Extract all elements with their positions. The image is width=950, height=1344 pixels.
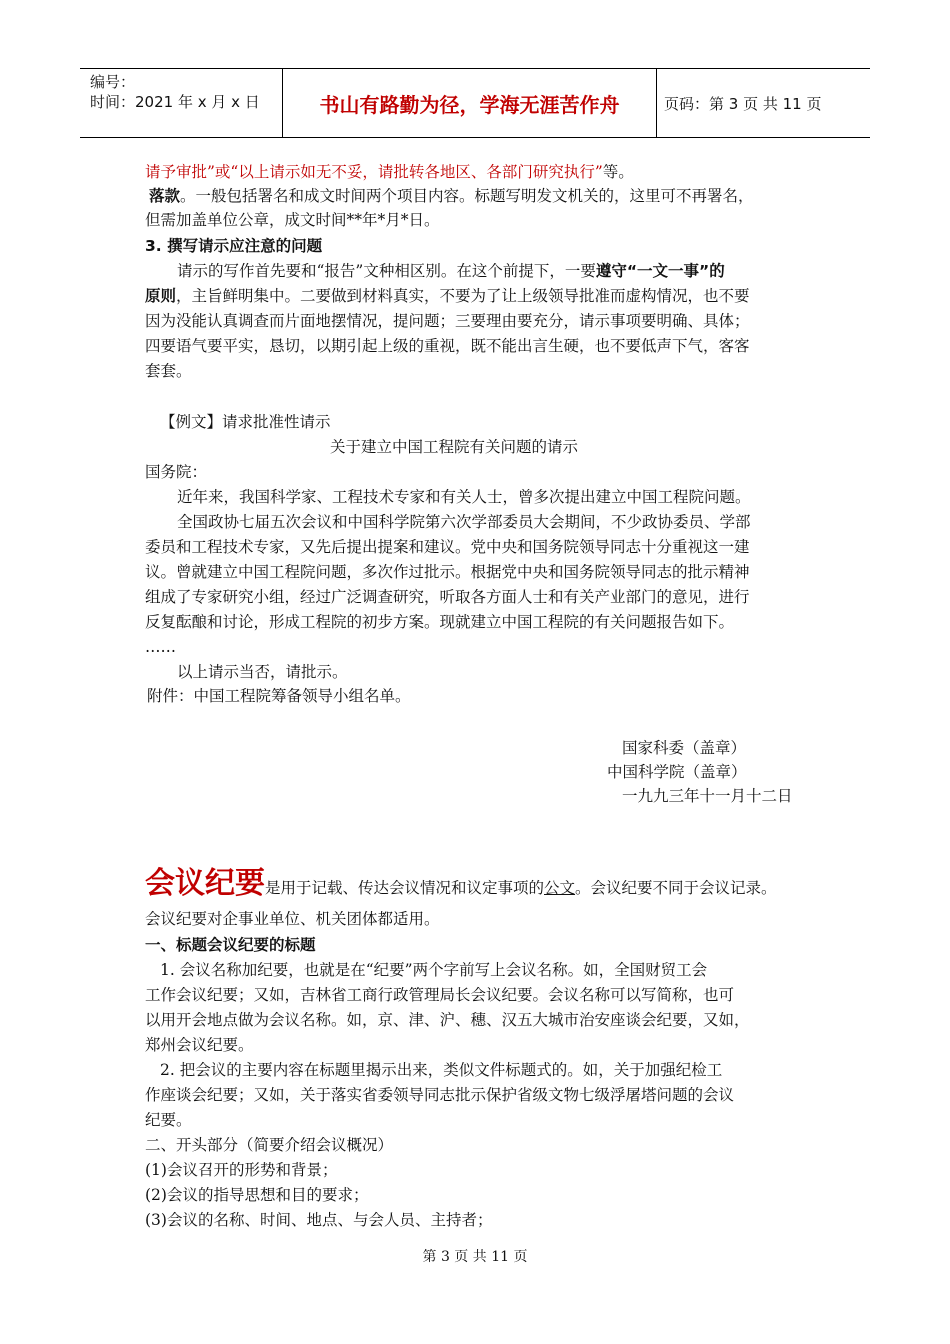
para-line: 落款。一般包括署名和成文时间两个项目内容。标题写明发文机关的，这里可不再署名， (149, 187, 754, 205)
para-line: 会议纪要对企事业单位、机关团体都适用。 (145, 910, 440, 928)
header-motto: 书山有路勤为径，学海无涯苦作舟 (283, 69, 657, 137)
example-title: 【例文】请求批准性请示 (160, 413, 331, 431)
section-heading: 二、开头部分（简要介绍会议概况） (145, 1136, 394, 1154)
para-line: 会议纪要是用于记载、传达会议情况和议定事项的公文。会议纪要不同于会议记录。 (145, 866, 777, 901)
term-heading: 会议纪要 (145, 866, 265, 901)
para-line: 套套。 (145, 362, 192, 380)
para-line: 纪要。 (145, 1111, 192, 1129)
para-line: 但需加盖单位公章，成文时间**年*月*日。 (145, 211, 440, 229)
list-item: (2)会议的指导思想和目的要求； (145, 1186, 369, 1204)
attachment-line: 附件：中国工程院筹备领导小组名单。 (147, 687, 411, 705)
signature-line: 中国科学院（盖章） (607, 763, 747, 781)
header-time: 时间：2021 年 x 月 x 日 (90, 93, 260, 111)
para-line: 反复酝酿和讨论，形成工程院的初步方案。现就建立中国工程院的有关问题报告如下。 (145, 613, 735, 631)
header-page-info: 页码：第 3 页 共 11 页 (664, 94, 822, 113)
para-line: 以用开会地点做为会议名称。如，京、津、沪、穗、汉五大城市治安座谈会纪要，又如， (145, 1011, 750, 1029)
para-line: 作座谈会纪要；又如，关于落实省委领导同志批示保护省级文物七级浮屠塔问题的会议 (145, 1086, 735, 1104)
para-line: 委员和工程技术专家，又先后提出提案和建议。党中央和国务院领导同志十分重视这一建 (145, 538, 750, 556)
para-line: 组成了专家研究小组，经过广泛调查研究，听取各方面人士和有关产业部门的意见，进行 (145, 588, 750, 606)
header-number: 编号： (90, 73, 136, 91)
para-line: 近年来，我国科学家、工程技术专家和有关人士，曾多次提出建立中国工程院问题。 (177, 488, 751, 506)
ellipsis: …… (145, 638, 176, 656)
section-heading: 3. 撰写请示应注意的问题 (145, 237, 323, 255)
header-meta (80, 69, 283, 137)
list-item: (1)会议召开的形势和背景； (145, 1161, 338, 1179)
para-line: 四要语气要平实，恳切，以期引起上级的重视，既不能出言生硬，也不要低声下气，客客 (145, 337, 750, 355)
para-line: 因为没能认真调查而片面地摆情况，提问题；三要理由要充分，请示事项要明确、具体； (145, 312, 750, 330)
para-line: 全国政协七届五次会议和中国科学院第六次学部委员大会期间，不少政协委员、学部 (177, 513, 751, 531)
para-line: 原则，主旨鲜明集中。二要做到材料真实，不要为了让上级领导批准而虚构情况，也不要 (145, 287, 750, 305)
signature-date: 一九九三年十一月十二日 (622, 787, 793, 805)
example-heading: 关于建立中国工程院有关问题的请示 (330, 438, 579, 456)
para-line: 1. 会议名称加纪要，也就是在“纪要”两个字前写上会议名称。如，全国财贸工会 (160, 961, 708, 979)
signature-line: 国家科委（盖章） (622, 739, 747, 757)
para-line: 2. 把会议的主要内容在标题里揭示出来，类似文件标题式的。如，关于加强纪检工 (160, 1061, 723, 1079)
page-header (80, 68, 870, 138)
para-line: 议。曾就建立中国工程院问题，多次作过批示。根据党中央和国务院领导同志的批示精神 (145, 563, 750, 581)
para-line: 工作会议纪要；又如，吉林省工商行政管理局长会议纪要。会议名称可以写简称，也可 (145, 986, 735, 1004)
para-line: 请予审批”或“以上请示如无不妥，请批转各地区、各部门研究执行”等。 (145, 163, 634, 181)
para-line: 请示的写作首先要和“报告”文种相区别。在这个前提下，一要遵守“一文一事”的 (177, 262, 725, 280)
page-footer: 第 3 页 共 11 页 (422, 1249, 528, 1265)
section-heading: 一、标题会议纪要的标题 (145, 936, 316, 954)
example-recipient: 国务院： (145, 463, 208, 481)
list-item: (3)会议的名称、时间、地点、与会人员、主持者； (145, 1211, 493, 1229)
para-line: 郑州会议纪要。 (145, 1036, 254, 1054)
para-line: 以上请示当否，请批示。 (177, 663, 348, 681)
